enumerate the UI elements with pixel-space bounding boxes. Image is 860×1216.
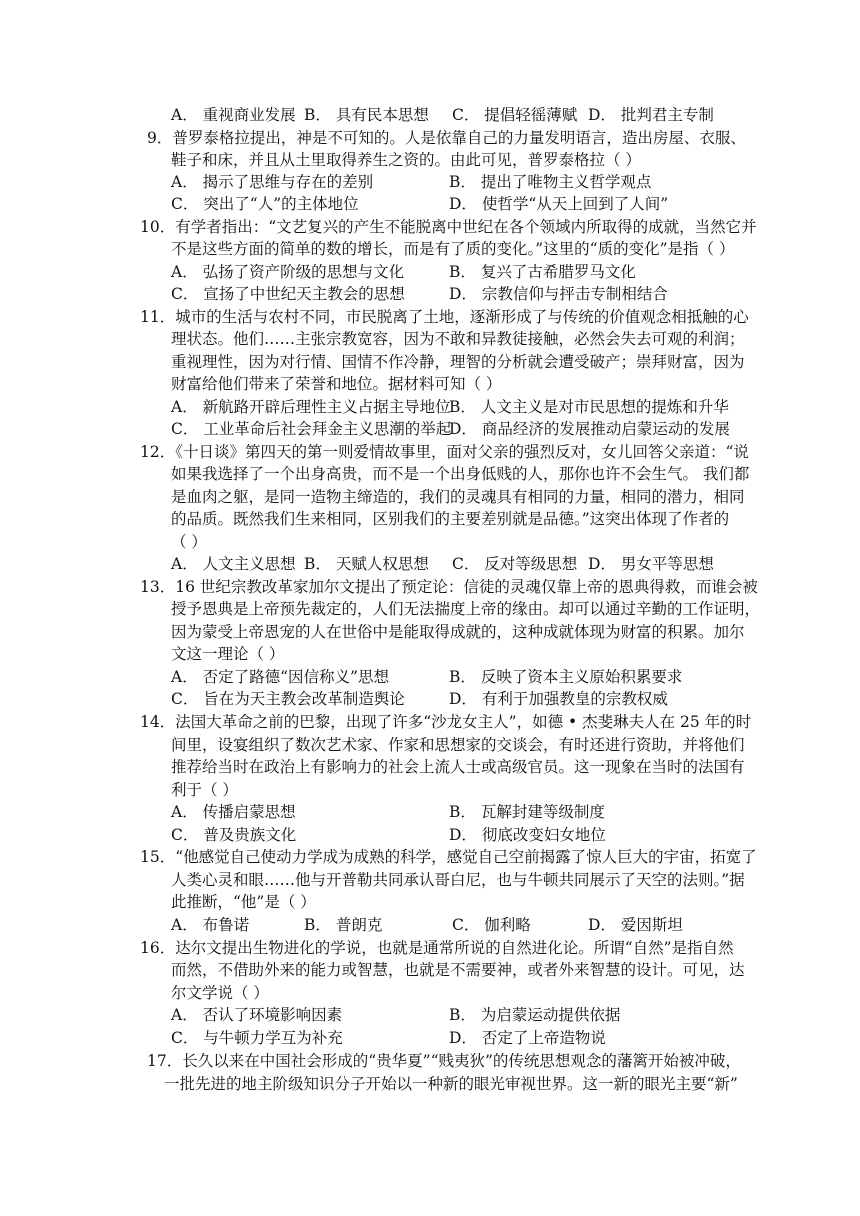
q16-stem-line: 尔文学说（ ） — [171, 984, 269, 1002]
q9-stem-line: 鞋子和床，并且从土里取得养生之资的。由此可见，普罗泰格拉（ ） — [171, 151, 641, 169]
q16-option-d[interactable]: D． 否定了上帝造物说 — [449, 1029, 606, 1047]
q15-stem-line: 人类心灵和眼……他与开普勒共同承认哥白尼，也与牛顿共同展示了天空的法则。”据 — [171, 871, 745, 889]
q12-option-c[interactable]: C． 反对等级思想 — [452, 555, 578, 573]
q8-option-a[interactable]: A． 重视商业发展 — [171, 106, 296, 124]
q8-option-b[interactable]: B． 具有民本思想 — [304, 106, 429, 124]
q17-stem-line: 17．长久以来在中国社会形成的“贵华夏”“贱夷狄”的传统思想观念的藩篱开始被冲破， — [147, 1052, 741, 1070]
q10-option-d[interactable]: D． 宗教信仰与抨击专制相结合 — [449, 285, 668, 303]
q10-stem-line: 10．有学者指出：“文艺复兴的产生不能脱离中世纪在各个领域内所取得的成就，当然它并 — [140, 218, 757, 236]
q11-stem-line: 11．城市的生活与农村不同，市民脱离了土地，逐渐形成了与传统的价值观念相抵触的心 — [140, 308, 749, 326]
q14-option-c[interactable]: C． 普及贵族文化 — [171, 826, 297, 844]
q9-stem-line: 9．普罗泰格拉提出，神是不可知的。人是依靠自己的力量发明语言，造出房屋、衣服、 — [147, 129, 746, 147]
q13-option-c[interactable]: C． 旨在为天主教会改革制造舆论 — [171, 690, 405, 708]
q15-stem-line: 15．“他感觉自己使动力学成为成熟的科学，感觉自己空前揭露了惊人巨大的宇宙，拓宽了 — [140, 848, 757, 866]
q13-stem-line: 因为蒙受上帝恩宠的人在世俗中是能取得成就的，这种成就体现为财富的积累。加尔 — [171, 623, 745, 641]
q13-stem-line: 13．16 世纪宗教改革家加尔文提出了预定论：信徒的灵魂仅靠上帝的恩典得救，而谁会被 — [140, 578, 758, 596]
q16-stem-line: 16．达尔文提出生物进化的学说，也就是通常所说的自然进化论。所谓“自然”是指自然 — [140, 939, 734, 957]
q12-option-b[interactable]: B． 天赋人权思想 — [304, 555, 429, 573]
q12-stem-line: 12．《十日谈》第四天的第一则爱情故事里，面对父亲的强烈反对，女儿回答父亲道：“说 — [140, 443, 749, 461]
q15-option-c[interactable]: C． 伽利略 — [452, 916, 531, 934]
q14-option-b[interactable]: B． 瓦解封建等级制度 — [449, 803, 605, 821]
q13-stem-line: 文这一理论（ ） — [171, 645, 285, 663]
q14-stem-line: 间里，设宴组织了数次艺术家、作家和思想家的交谈会，有时还进行资助，并将他们 — [171, 736, 745, 754]
q10-option-a[interactable]: A． 弘扬了资产阶级的思想与文化 — [171, 263, 405, 281]
q14-stem-line: 利于（ ） — [171, 781, 238, 799]
q14-stem-line: 14．法国大革命之前的巴黎，出现了许多“沙龙女主人”，如德 • 杰斐琳夫人在 25 年的时 — [140, 713, 752, 731]
q12-stem-line: 的品质。既然我们生来相同，区别我们的主要差别就是品德。”这突出体现了作者的 — [171, 510, 730, 528]
q13-option-a[interactable]: A． 否定了路德“因信称义”思想 — [171, 668, 389, 686]
q9-option-a[interactable]: A． 揭示了思维与存在的差别 — [171, 173, 374, 191]
q15-stem-line: 此推断，“他”是（ ） — [171, 893, 316, 911]
q12-stem-line: 如果我选择了一个出身高贵，而不是一个出身低贱的人，那你也许不会生气。 我们都 — [171, 465, 750, 483]
q11-stem-line: 理状态。他们……主张宗教宽容，因为不敢和异教徒接触，必然会失去可观的利润； — [171, 330, 745, 348]
q9-option-b[interactable]: B． 提出了唯物主义哲学观点 — [449, 173, 652, 191]
q12-option-a[interactable]: A． 人文主义思想 — [171, 555, 296, 573]
q11-option-c[interactable]: C． 工业革命后社会拜金主义思潮的举起 — [171, 420, 452, 438]
q14-option-a[interactable]: A． 传播启蒙思想 — [171, 803, 296, 821]
q17-stem-line: 一批先进的地主阶级知识分子开始以一种新的眼光审视世界。这一新的眼光主要“新” — [164, 1075, 738, 1093]
q11-option-d[interactable]: D． 商品经济的发展推动启蒙运动的发展 — [449, 420, 730, 438]
q15-option-a[interactable]: A． 布鲁诺 — [171, 916, 250, 934]
q15-option-d[interactable]: D． 爱因斯坦 — [588, 916, 683, 934]
q10-stem-line: 不是这些方面的简单的数的增长，而是有了质的变化。”这里的“质的变化”是指（ ） — [171, 240, 735, 258]
q10-option-b[interactable]: B． 复兴了古希腊罗马文化 — [449, 263, 636, 281]
q12-answer-bracket: （ ） — [171, 533, 207, 551]
q9-option-d[interactable]: D． 使哲学“从天上回到了人间” — [449, 195, 669, 213]
q16-option-b[interactable]: B． 为启蒙运动提供依据 — [449, 1006, 621, 1024]
q13-option-b[interactable]: B． 反映了资本主义原始积累要求 — [449, 668, 683, 686]
q13-stem-line: 授予恩典是上帝预先裁定的，人们无法揣度上帝的缘由。却可以通过辛勤的工作证明， — [171, 600, 761, 618]
q14-stem-line: 推荐给当时在政治上有影响力的社会上流人士或高级官员。这一现象在当时的法国有 — [171, 758, 745, 776]
q11-stem-line: 重视理性，因为对行情、国情不作冷静，理智的分析就会遭受破产；崇拜财富，因为 — [171, 353, 745, 371]
q8-option-d[interactable]: D． 批判君主专制 — [588, 106, 714, 124]
q11-option-b[interactable]: B． 人文主义是对市民思想的提炼和升华 — [449, 398, 729, 416]
q12-stem-line: 是血肉之躯，是同一造物主缔造的，我们的灵魂具有相同的力量，相同的潜力，相同 — [171, 488, 745, 506]
q12-option-d[interactable]: D． 男女平等思想 — [588, 555, 714, 573]
q16-stem-line: 而然，不借助外来的能力或智慧，也就是不需要神，或者外来智慧的设计。可见，达 — [171, 961, 745, 979]
q11-stem-line: 财富给他们带来了荣誉和地位。据材料可知（ ） — [171, 375, 502, 393]
q14-option-d[interactable]: D． 彻底改变妇女地位 — [449, 826, 606, 844]
q15-option-b[interactable]: B． 普朗克 — [304, 916, 383, 934]
q16-option-a[interactable]: A． 否认了环境影响因素 — [171, 1006, 343, 1024]
q10-option-c[interactable]: C． 宣扬了中世纪天主教会的思想 — [171, 285, 405, 303]
q11-option-a[interactable]: A． 新航路开辟后理性主义占据主导地位 — [171, 398, 451, 416]
q13-option-d[interactable]: D． 有利于加强教皇的宗教权威 — [449, 690, 668, 708]
q8-option-c[interactable]: C． 提倡轻徭薄赋 — [452, 106, 578, 124]
q9-option-c[interactable]: C． 突出了“人”的主体地位 — [171, 195, 359, 213]
q16-option-c[interactable]: C． 与牛顿力学互为补充 — [171, 1029, 343, 1047]
